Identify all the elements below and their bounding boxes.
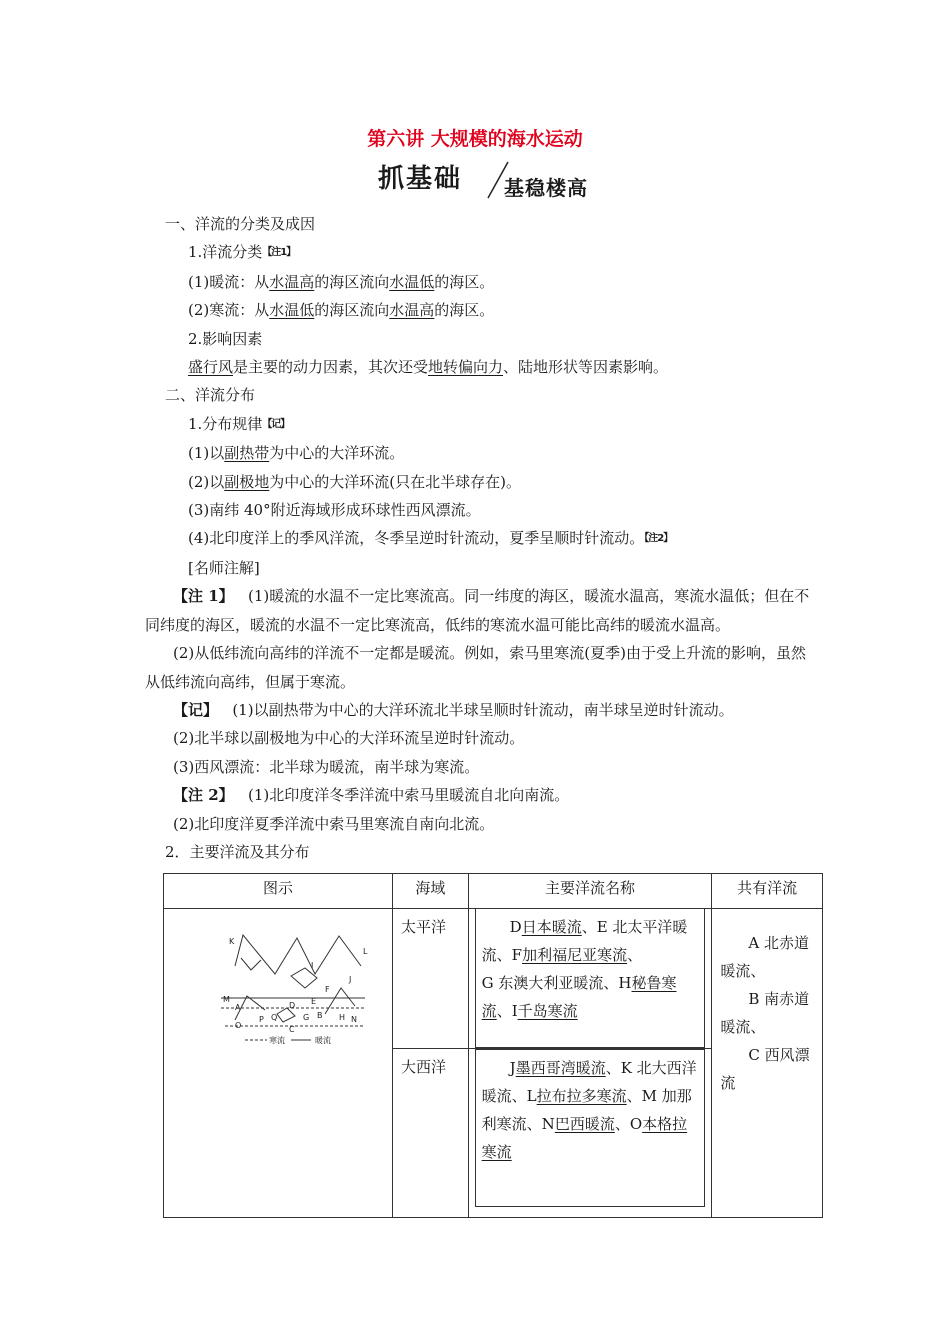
diagram-label: C xyxy=(289,1025,295,1034)
shared-current-b: B 南赤道暖流、 xyxy=(720,990,810,1036)
diagram-label: Q xyxy=(271,1013,278,1022)
note-1-para-2: (2)从低纬流向高纬的洋流不一定都是暖流。例如，索马里寒流(夏季)由于受上升流的影响，虽然从低纬流向高纬，但属于寒流。 xyxy=(145,644,806,691)
shared-current-a: A 北赤道暖流、 xyxy=(720,934,809,980)
note-2-line-2: (2)北印度洋夏季洋流中索马里寒流自南向北流。 xyxy=(173,814,495,833)
shared-currents-cell xyxy=(712,909,823,1218)
notes-heading: [名师注解] xyxy=(188,558,260,577)
pacific-currents: D日本暖流、E 北太平洋暖流、F加利福尼亚寒流、 G 东澳大利亚暖流、H秘鲁寒流、I千岛寒流 xyxy=(475,909,706,1048)
subheading-factors: 2.影响因素 xyxy=(188,329,263,348)
rule-4: (4)北印度洋上的季风洋流，冬季呈逆时针流动，夏季呈顺时针流动。【注2】 xyxy=(188,529,673,548)
note-1-para-1: 【注 1】 (1)暖流的水温不一定比寒流高。同一纬度的海区，暖流水温高，寒流水温低；但在不同纬度的海区，暖流的水温不一定比寒流高，低纬的寒流水温可能比高纬的暖流水温高。 xyxy=(145,587,810,634)
pacific-currents-cell xyxy=(468,909,712,1049)
table-row xyxy=(164,909,823,1049)
diagram-label: L xyxy=(363,947,368,956)
factor-text: 盛行风是主要的动力因素，其次还受地转偏向力、陆地形状等因素影响。 xyxy=(188,358,669,377)
section-heading-1: 一、洋流的分类及成因 xyxy=(165,215,316,233)
diagram-label: G xyxy=(303,1013,310,1022)
sea-atlantic: 大西洋 xyxy=(393,1049,469,1218)
ji-2: (2)北半球以副极地为中心的大洋环流呈逆时针流动。 xyxy=(173,729,525,748)
atlantic-currents-cell xyxy=(468,1049,712,1218)
rule-1: (1)以副热带为中心的大洋环流。 xyxy=(188,444,405,463)
sea-pacific: 太平洋 xyxy=(393,909,469,1049)
diagram-cell xyxy=(164,909,393,1218)
diagram-label: F xyxy=(325,985,330,994)
section-heading-2: 二、洋流分布 xyxy=(165,386,256,405)
note-tag: 【记】 xyxy=(262,418,290,430)
diagram-label: N xyxy=(351,1015,357,1024)
note-tag: 【注1】 xyxy=(262,247,296,259)
rule-3: (3)南纬 40°附近海域形成环球性西风漂流。 xyxy=(188,501,481,520)
ji-1: 【记】 (1)以副热带为中心的大洋环流北半球呈顺时针流动，南半球呈逆时针流动。 xyxy=(173,700,734,719)
shared-current-c: C 西风漂流 xyxy=(720,1046,810,1092)
diagram-label: B xyxy=(317,1011,323,1020)
diagram-label: J xyxy=(349,975,352,984)
diagram-label: D xyxy=(289,1001,296,1010)
ji-3: (3)西风漂流：北半球为暖流，南半球为寒流。 xyxy=(173,757,480,776)
banner-left: 抓基础 xyxy=(378,164,463,194)
header-currents: 主要洋流名称 xyxy=(468,874,712,909)
header-shared: 共有洋流 xyxy=(712,874,823,909)
currents-diagram xyxy=(165,910,391,1050)
warm-current-def: (1)暖流：从水温高的海区流向水温低的海区。 xyxy=(188,272,495,291)
diagram-label: H xyxy=(339,1013,346,1022)
diagram-label: O xyxy=(235,1021,242,1030)
diagram-label: A xyxy=(235,1003,241,1012)
diagram-label: K xyxy=(229,937,235,946)
note-2-line-1: 【注 2】 (1)北印度洋冬季洋流中索马里暖流自北向南流。 xyxy=(173,786,570,805)
atlantic-currents: J墨西哥湾暖流、K 北大西洋暖流、L拉布拉多寒流、M 加那利寒流、N巴西暖流、O本格拉寒流 xyxy=(475,1049,706,1207)
diagram-label: M xyxy=(223,995,230,1004)
cold-current-def: (2)寒流：从水温低的海区流向水温高的海区。 xyxy=(188,301,495,320)
note-tag: 【注2】 xyxy=(644,533,673,545)
diagram-label: E xyxy=(311,997,317,1006)
rule-2: (2)以副极地为中心的大洋环流(只在北半球存在)。 xyxy=(188,472,521,491)
legend-cold: 寒流 xyxy=(269,1036,285,1045)
section-heading-3: 2．主要洋流及其分布 xyxy=(165,842,310,861)
main-content xyxy=(145,210,815,866)
diagram-label: P xyxy=(259,1015,264,1024)
currents-table xyxy=(163,873,823,1218)
legend-warm: 暖流 xyxy=(315,1036,331,1045)
subheading-distribution: 1.分布规律【记】 xyxy=(188,414,290,433)
header-sea: 海域 xyxy=(393,874,469,909)
page-title: 第六讲 大规模的海水运动 xyxy=(367,128,583,150)
diagram-label: I xyxy=(311,961,314,970)
banner-right: 基稳楼高 xyxy=(504,176,588,200)
header-diagram: 图示 xyxy=(164,874,393,909)
subheading-classification: 1.洋流分类【注1】 xyxy=(188,243,296,262)
section-banner xyxy=(372,156,612,204)
table-header-row xyxy=(164,874,823,909)
